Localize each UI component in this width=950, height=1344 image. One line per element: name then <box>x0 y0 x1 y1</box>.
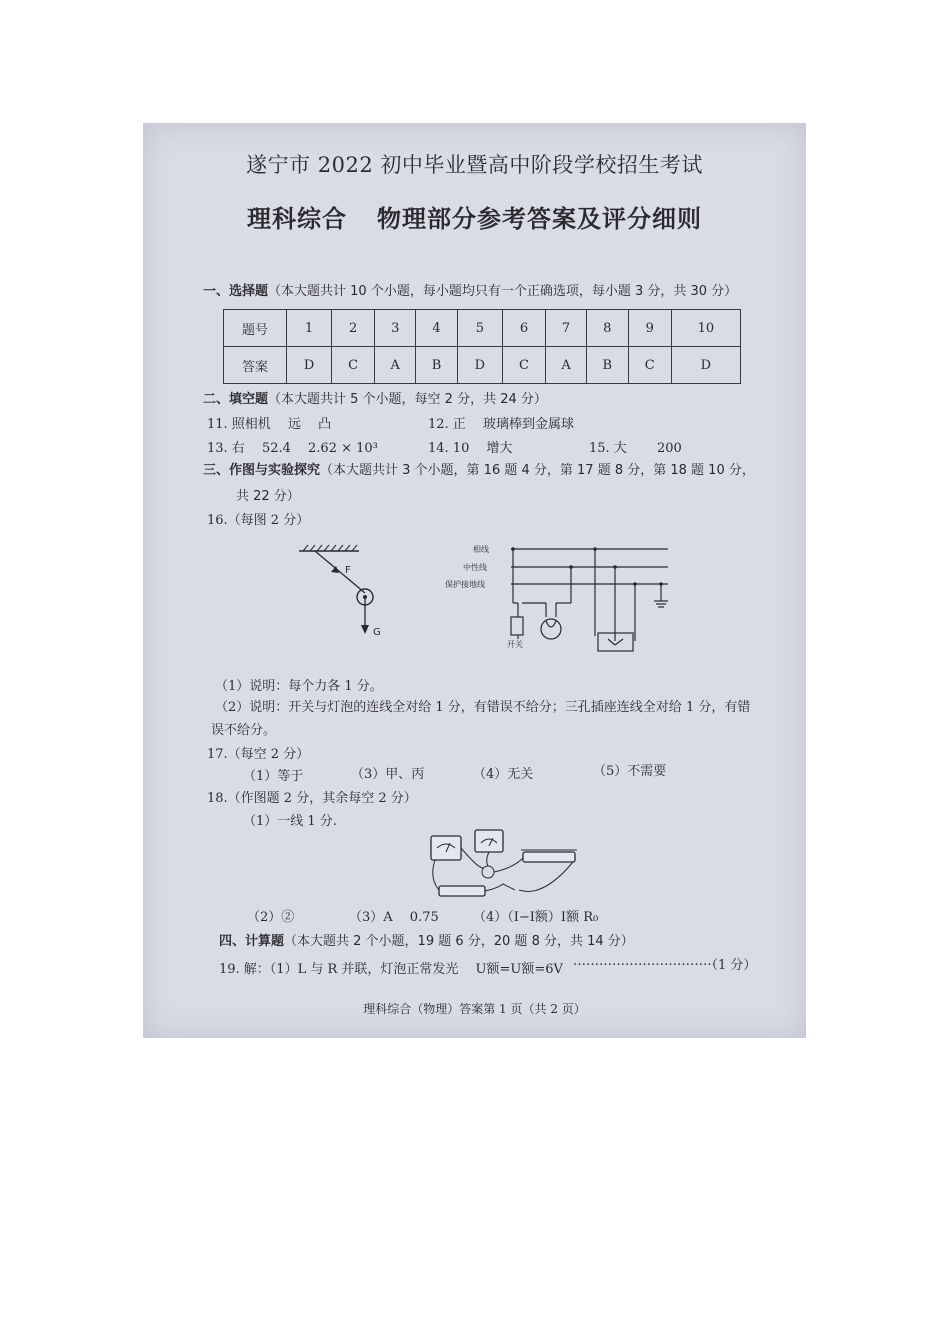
q16-note-3: 误不给分。 <box>211 723 277 738</box>
section-1-heading: 一、选择题（本大题共计 10 个小题，每小题均只有一个正确选项，每小题 3 分，共 30 分） <box>203 284 738 299</box>
answer-cell: C <box>332 347 375 384</box>
question-number: 10 <box>671 310 740 347</box>
subtitle-subject: 理科综合 <box>247 204 347 233</box>
force-label-f: F <box>345 565 351 576</box>
answer-q11: 11. 照相机 远 凸 <box>207 417 332 432</box>
answer-q18-2: （2）② <box>247 910 295 925</box>
row-label-answer: 答案 <box>224 347 287 384</box>
answer-cell: D <box>671 347 740 384</box>
answer-cell: C <box>502 347 545 384</box>
label-ground-wire: 保护接地线 <box>445 580 485 589</box>
answer-q17-4: （4）无关 <box>473 767 534 782</box>
answer-q13: 13. 右 52.4 2.62 × 10³ <box>207 441 378 456</box>
force-label-g: G <box>373 627 381 638</box>
section-2-heading: 二、填空题（本大题共计 5 个小题，每空 2 分，共 24 分） <box>203 392 547 407</box>
question-number: 2 <box>332 310 375 347</box>
choice-answer-table <box>223 309 741 384</box>
question-number: 9 <box>628 310 671 347</box>
answer-cell: D <box>287 347 332 384</box>
question-17-label: 17.（每空 2 分） <box>207 747 310 762</box>
answer-q14: 14. 10 增大 <box>428 441 513 456</box>
question-number: 8 <box>587 310 629 347</box>
answer-q15: 15. 大 200 <box>589 441 682 456</box>
q16-note-2: （2）说明：开关与灯泡的连线全对给 1 分，有错误不给分；三孔插座连线全对给 1 分，有错 <box>215 700 751 715</box>
q16-note-1: （1）说明：每个力各 1 分。 <box>215 679 383 694</box>
row-label-number: 题号 <box>224 310 287 347</box>
question-18-label: 18.（作图题 2 分，其余每空 2 分） <box>207 791 417 806</box>
exam-title: 遂宁市 2022 初中毕业暨高中阶段学校招生考试 <box>246 153 703 177</box>
section-3-heading-cont: 共 22 分） <box>236 489 300 504</box>
label-switch: 开关 <box>507 640 523 649</box>
question-number: 7 <box>546 310 587 347</box>
label-neutral-wire: 中性线 <box>463 563 487 572</box>
answer-q18-3: （3）A 0.75 <box>349 910 439 925</box>
q19-leader-dots: …………………………… <box>573 954 716 969</box>
question-number: 4 <box>416 310 458 347</box>
exam-subtitle <box>143 199 806 234</box>
section-3-heading: 三、作图与实验探究（本大题共计 3 个小题，第 16 题 4 分，第 17 题 8 分，第 18 题 10 分， <box>203 463 755 478</box>
label-live-wire: 相线 <box>473 545 489 554</box>
answer-q12: 12. 正 玻璃棒到金属球 <box>428 417 574 432</box>
section-4-heading: 四、计算题（本大题共 2 个小题，19 题 6 分，20 题 8 分，共 14 分） <box>219 934 634 949</box>
answer-cell: A <box>546 347 587 384</box>
answer-sheet <box>143 123 806 1038</box>
answer-cell: D <box>457 347 502 384</box>
question-number: 3 <box>375 310 416 347</box>
subtitle-desc: 物理部分参考答案及评分细则 <box>377 204 702 233</box>
table-row <box>224 347 741 384</box>
answer-q19-line1: 19. 解：（1）L 与 R 并联，灯泡正常发光 U额=U额=6V <box>219 962 563 977</box>
question-number: 6 <box>502 310 545 347</box>
question-16-label: 16.（每图 2 分） <box>207 513 310 528</box>
page-footer: 理科综合（物理）答案第 1 页（共 2 页） <box>363 1002 586 1016</box>
answer-q17-5: （5）不需要 <box>593 764 667 779</box>
answer-cell: C <box>628 347 671 384</box>
question-number: 5 <box>457 310 502 347</box>
household-circuit-diagram <box>443 541 673 651</box>
answer-q17-1: （1）等于 <box>243 769 304 784</box>
q19-score: （1 分） <box>705 958 757 973</box>
answer-q17-3: （3）甲、丙 <box>351 767 425 782</box>
answer-cell: B <box>416 347 458 384</box>
experiment-circuit-drawing <box>423 828 583 908</box>
question-number: 1 <box>287 310 332 347</box>
table-row <box>224 310 741 347</box>
answer-q18-4: （4）（I−I额）I额 R₀ <box>473 910 599 925</box>
answer-cell: A <box>375 347 416 384</box>
force-diagram <box>293 541 403 641</box>
answer-cell: B <box>587 347 629 384</box>
answer-q18-1: （1）一线 1 分. <box>243 814 337 829</box>
